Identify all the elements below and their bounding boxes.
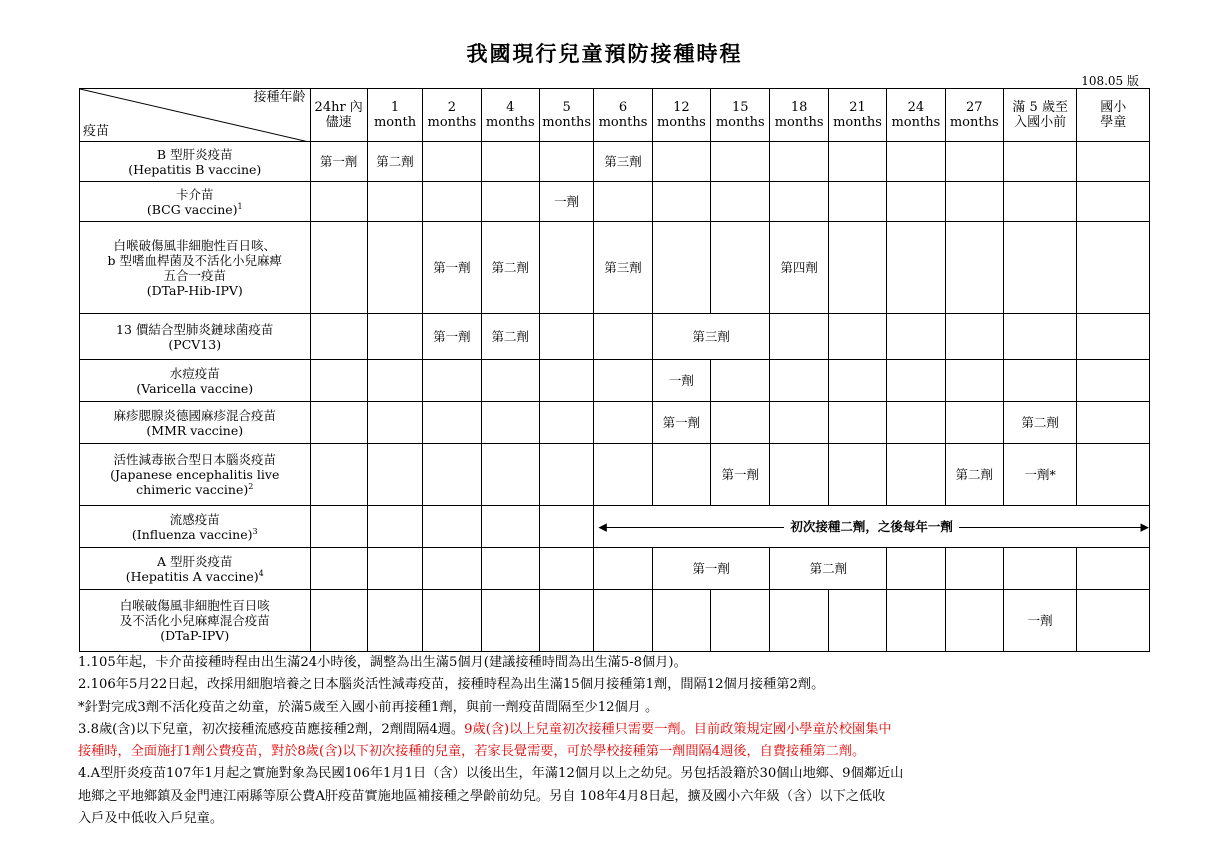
vaccination-schedule-table <box>79 88 1150 652</box>
vaccine-row <box>80 590 1150 652</box>
dose-cell <box>770 590 828 652</box>
age-axis-label: 接種年齡 <box>253 90 306 105</box>
dose-cell <box>310 590 367 652</box>
vaccine-name-line <box>80 162 310 177</box>
age-header-line: months <box>774 115 824 130</box>
footnote-text: *針對完成3劑不活化疫苗之幼童，於滿5歲至入國小前再接種1劑，與前一劑疫苗間隔至少12個月 。 <box>78 699 659 715</box>
footnote-text: 2.106年5月22日起，改採用細胞培養之日本腦炎活性減毒疫苗，接種時程為出生滿15個月接種第1劑，間隔12個月接種第2劑。 <box>78 677 825 693</box>
dose-cell: 第三劑 <box>594 222 652 314</box>
arrow-right-icon: ▶ <box>1140 520 1149 533</box>
dose-cell <box>539 506 593 548</box>
footnotes <box>78 652 1158 830</box>
age-header-line: 4 <box>506 100 515 115</box>
dose-cell <box>652 590 710 652</box>
age-header-line: months <box>715 115 765 130</box>
vaccine-name-text: (Hepatitis B vaccine) <box>128 161 262 177</box>
footnote-line <box>78 808 1158 830</box>
dose-cell <box>887 548 945 590</box>
dose-cell <box>887 222 945 314</box>
vaccine-name-line <box>80 238 310 253</box>
dose-cell: 一劑 <box>652 360 710 402</box>
vaccine-name-line <box>80 598 310 613</box>
dose-cell <box>539 222 593 314</box>
dose-cell <box>1077 182 1150 222</box>
dose-cell <box>1077 444 1150 506</box>
dose-cell <box>945 402 1003 444</box>
dose-cell <box>310 182 367 222</box>
dose-cell <box>828 142 886 182</box>
vaccine-name-text: chimeric vaccine) <box>136 482 249 497</box>
page-title: 我國現行兒童預防接種時程 <box>466 41 743 66</box>
dose-cell <box>423 142 481 182</box>
dose-cell <box>481 402 539 444</box>
age-header <box>711 89 770 142</box>
age-header-line: 18 <box>790 100 808 115</box>
footnote-text: 地鄉之平地鄉鎮及金門連江兩縣等原公費A肝疫苗實施地區補接種之學齡前幼兒。另自 108年4月8日起，擴及國小六年級（含）以下之低收 <box>78 788 886 804</box>
age-header <box>367 89 422 142</box>
dose-cell: 一劑 <box>1003 590 1076 652</box>
dose-cell <box>770 142 828 182</box>
vaccine-name-text: (BCG vaccine) <box>146 201 238 217</box>
dose-cell: 第一劑 <box>711 444 770 506</box>
vaccine-row <box>80 182 1150 222</box>
dose-cell <box>770 182 828 222</box>
footnote-ref: 2 <box>248 481 254 491</box>
dose-cell <box>1003 222 1076 314</box>
dose-cell <box>594 402 652 444</box>
age-header-line: months <box>833 115 882 130</box>
dose-cell <box>539 402 593 444</box>
dose-cell <box>828 314 886 360</box>
influenza-span-cell <box>594 506 1150 548</box>
vaccine-row <box>80 402 1150 444</box>
dose-cell <box>711 182 770 222</box>
vaccine-name-line <box>80 322 310 337</box>
age-header <box>945 89 1003 142</box>
vaccine-name-line <box>80 452 310 467</box>
vaccine-name-text: 五合一疫苗 <box>163 267 226 283</box>
dose-cell <box>711 590 770 652</box>
schedule-body <box>80 142 1150 652</box>
dose-cell <box>310 360 367 402</box>
dose-cell <box>1003 548 1076 590</box>
age-header-line: months <box>949 115 999 130</box>
dose-cell <box>770 314 828 360</box>
dose-cell <box>310 402 367 444</box>
vaccine-name-line <box>80 554 310 569</box>
vaccine-name-line <box>80 147 310 162</box>
age-header <box>770 89 828 142</box>
dose-cell <box>423 590 481 652</box>
dose-cell <box>945 222 1003 314</box>
age-header-line: 12 <box>673 100 690 115</box>
dose-cell <box>652 142 710 182</box>
dose-cell: 第三劑 <box>594 142 652 182</box>
vaccine-name-text: (PCV13) <box>168 336 222 352</box>
footnote-text: 3.8歲(含)以下兒童，初次接種流感疫苗應接種2劑，2劑間隔4週。 <box>78 721 465 737</box>
footnote-line <box>78 786 1158 808</box>
age-header-line: 2 <box>447 100 457 115</box>
dose-cell <box>945 590 1003 652</box>
dose-cell <box>1003 360 1076 402</box>
dose-cell: 第一劑 <box>652 548 770 590</box>
footnote-line <box>78 741 1158 763</box>
dose-cell <box>945 314 1003 360</box>
vaccine-name <box>80 360 311 402</box>
vaccine-row <box>80 548 1150 590</box>
dose-cell <box>652 222 710 314</box>
footnote-highlight-text: 接種時，全面施打1劑公費疫苗，對於8歲(含)以下初次接種的兒童，若家長覺需要，可於學校接種第一劑間隔4週後，自費接種第二劑。 <box>78 744 866 760</box>
dose-cell <box>481 182 539 222</box>
dose-cell: 第四劑 <box>770 222 828 314</box>
age-header-line: months <box>598 115 648 130</box>
vaccine-name-text: (Varicella vaccine) <box>136 380 254 396</box>
dose-cell <box>367 314 422 360</box>
dose-cell <box>481 444 539 506</box>
dose-cell <box>828 360 886 402</box>
dose-cell <box>1003 314 1076 360</box>
vaccine-name-line <box>80 613 310 628</box>
footnote-ref: 3 <box>252 526 258 536</box>
dose-cell <box>367 402 422 444</box>
vaccine-name-line <box>80 268 310 283</box>
age-header-line: months <box>542 115 592 130</box>
vaccine-name-text: (MMR vaccine) <box>146 422 244 438</box>
vaccine-name-line <box>80 467 310 482</box>
age-header-line: month <box>373 115 417 130</box>
vaccine-name-line <box>80 408 310 423</box>
vaccine-name-line <box>80 512 310 527</box>
influenza-schedule-text: 初次接種二劑，之後每年一劑 <box>784 519 959 534</box>
vaccine-name-text: 麻疹腮腺炎德國麻疹混合疫苗 <box>113 407 276 423</box>
dose-cell: 第二劑 <box>945 444 1003 506</box>
dose-cell <box>1003 142 1076 182</box>
version-label: 108.05 版 <box>1081 74 1139 88</box>
age-header-line: months <box>485 115 535 130</box>
dose-cell <box>828 402 886 444</box>
dose-cell <box>945 548 1003 590</box>
vaccine-name <box>80 314 311 360</box>
vaccine-name-text: (Influenza vaccine) <box>131 526 253 542</box>
dose-cell <box>594 548 652 590</box>
dose-cell <box>1077 142 1150 182</box>
dose-cell <box>770 402 828 444</box>
age-header-line: 6 <box>618 100 628 115</box>
age-header-line: months <box>656 115 706 130</box>
dose-cell <box>1003 182 1076 222</box>
age-header-line: months <box>427 115 477 130</box>
dose-cell <box>711 360 770 402</box>
dose-cell <box>770 360 828 402</box>
vaccine-name-text: 白喉破傷風非細胞性百日咳 <box>119 598 270 613</box>
vaccine-name-text: 白喉破傷風非細胞性百日咳、 <box>113 237 276 253</box>
arrow-left-icon: ◀ <box>598 520 607 533</box>
age-header-line: 5 <box>562 100 571 115</box>
vaccine-name <box>80 548 311 590</box>
age-header-line: 國小 <box>1100 100 1127 115</box>
dose-cell <box>367 548 422 590</box>
vaccine-name-line <box>80 253 310 268</box>
vaccine-row <box>80 360 1150 402</box>
vaccine-row <box>80 142 1150 182</box>
dose-cell <box>887 444 945 506</box>
vaccine-name <box>80 444 311 506</box>
corner-header <box>80 89 311 142</box>
vaccine-name-text: 活性減毒嵌合型日本腦炎疫苗 <box>113 452 276 467</box>
vaccine-row <box>80 314 1150 360</box>
dose-cell <box>481 360 539 402</box>
dose-cell: 第二劑 <box>367 142 422 182</box>
footnote-line <box>78 674 1158 696</box>
footnote-text: 1.105年起，卡介苗接種時程由出生滿24小時後，調整為出生滿5個月(建議接種時間為出生滿5-8個月)。 <box>78 655 687 670</box>
vaccine-name-line <box>80 423 310 438</box>
dose-cell <box>310 506 367 548</box>
age-header-line: 儘速 <box>325 115 352 130</box>
dose-cell <box>481 506 539 548</box>
dose-cell <box>594 360 652 402</box>
dose-cell <box>945 142 1003 182</box>
dose-cell <box>423 444 481 506</box>
footnote-line <box>78 697 1158 719</box>
age-header-line: months <box>891 115 941 130</box>
dose-cell: 第二劑 <box>770 548 887 590</box>
dose-cell <box>423 548 481 590</box>
age-header-line: 學童 <box>1100 115 1127 130</box>
footnote-line <box>78 719 1158 741</box>
vaccine-name-text: (Japanese encephalitis live <box>110 467 280 482</box>
dose-cell: 第二劑 <box>481 314 539 360</box>
age-header-line: 24 <box>907 100 925 115</box>
vaccine-name-text: (Hepatitis A vaccine) <box>125 568 259 584</box>
dose-cell <box>310 222 367 314</box>
dose-cell <box>945 182 1003 222</box>
dose-cell <box>423 506 481 548</box>
footnote-highlight-text: 9歲(含)以上兒童初次接種只需要一劑。目前政策規定國小學童於校園集中 <box>464 721 892 737</box>
dose-cell <box>594 182 652 222</box>
dose-cell <box>887 182 945 222</box>
vaccine-row <box>80 222 1150 314</box>
age-header <box>1077 89 1150 142</box>
dose-cell <box>481 142 539 182</box>
vaccine-name-line <box>80 569 310 584</box>
vaccine-name-line <box>80 283 310 298</box>
dose-cell <box>711 142 770 182</box>
vaccine-name-line <box>80 381 310 396</box>
footnote-text: 入戶及中低收入戶兒童。 <box>78 811 224 827</box>
dose-cell <box>594 314 652 360</box>
dose-cell <box>367 506 422 548</box>
dose-cell <box>310 444 367 506</box>
vaccine-name-line <box>80 202 310 217</box>
dose-cell <box>652 182 710 222</box>
dose-cell <box>828 182 886 222</box>
footnote-line <box>78 763 1158 785</box>
age-header <box>887 89 945 142</box>
dose-cell: 一劑 <box>539 182 593 222</box>
vaccine-name <box>80 222 311 314</box>
age-header <box>310 89 367 142</box>
dose-cell <box>367 222 422 314</box>
vaccine-name-line <box>80 337 310 352</box>
vaccine-name <box>80 590 311 652</box>
dose-cell <box>887 314 945 360</box>
vaccine-name-text: b 型嗜血桿菌及不活化小兒麻痺 <box>107 252 282 268</box>
dose-cell <box>887 402 945 444</box>
dose-cell <box>539 548 593 590</box>
dose-cell <box>1077 548 1150 590</box>
vaccine-name-line <box>80 628 310 643</box>
dose-cell <box>310 314 367 360</box>
age-header <box>539 89 593 142</box>
vaccine-name <box>80 506 311 548</box>
vaccine-row <box>80 506 1150 548</box>
vaccine-name-text: (DTaP-Hib-IPV) <box>146 282 243 298</box>
dose-cell <box>828 590 886 652</box>
dose-cell <box>367 590 422 652</box>
dose-cell: 第二劑 <box>1003 402 1076 444</box>
dose-cell <box>945 360 1003 402</box>
age-header <box>828 89 886 142</box>
dose-cell: 第一劑 <box>423 314 481 360</box>
dose-cell <box>539 142 593 182</box>
vaccine-name-text: 及不活化小兒麻痺混合疫苗 <box>119 613 270 628</box>
age-header-line: 滿 5 歲至 <box>1012 100 1068 115</box>
dose-cell <box>481 590 539 652</box>
vaccine-name-text: 卡介苗 <box>175 186 214 202</box>
dose-cell <box>310 548 367 590</box>
dose-cell <box>367 360 422 402</box>
dose-cell <box>1077 360 1150 402</box>
age-header-line: 27 <box>965 100 983 115</box>
footnote-line <box>78 652 1158 674</box>
dose-cell <box>652 444 710 506</box>
dose-cell <box>423 182 481 222</box>
age-header-line: 15 <box>731 100 749 115</box>
dose-cell <box>1077 402 1150 444</box>
dose-cell <box>770 444 828 506</box>
vaccine-name <box>80 182 311 222</box>
age-header-line: 24hr 內 <box>314 100 363 115</box>
footnote-ref: 4 <box>258 568 264 578</box>
vaccine-name <box>80 402 311 444</box>
dose-cell: 第一劑 <box>652 402 710 444</box>
age-header <box>481 89 539 142</box>
dose-cell <box>481 548 539 590</box>
dose-cell <box>539 444 593 506</box>
dose-cell <box>887 590 945 652</box>
vaccine-axis-label: 疫苗 <box>83 124 110 139</box>
dose-cell: 第一劑 <box>423 222 481 314</box>
vaccine-name-line <box>80 366 310 381</box>
header-row <box>80 89 1150 142</box>
dose-cell <box>539 360 593 402</box>
dose-cell <box>828 444 886 506</box>
vaccine-row <box>80 444 1150 506</box>
dose-cell <box>887 360 945 402</box>
vaccine-name-line <box>80 527 310 542</box>
vaccine-name-text: 水痘疫苗 <box>169 365 220 381</box>
age-header <box>1003 89 1076 142</box>
dose-cell <box>594 444 652 506</box>
age-header <box>594 89 652 142</box>
dose-cell <box>423 402 481 444</box>
dose-cell: 第三劑 <box>652 314 770 360</box>
age-header-line: 1 <box>390 100 400 115</box>
dose-cell: 第一劑 <box>310 142 367 182</box>
dose-cell <box>539 314 593 360</box>
age-header-line: 21 <box>849 100 866 115</box>
dose-cell <box>1077 222 1150 314</box>
age-header-line: 入國小前 <box>1014 115 1067 130</box>
dose-cell <box>1077 314 1150 360</box>
vaccine-name-text: A 型肝炎疫苗 <box>156 553 233 569</box>
dose-cell <box>1077 590 1150 652</box>
vaccine-name-line <box>80 482 310 497</box>
footnote-text: 4.A型肝炎疫苗107年1月起之實施對象為民國106年1月1日（含）以後出生，年滿12個月以上之幼兒。另包括設籍於30個山地鄉、9個鄰近山 <box>78 766 904 782</box>
dose-cell <box>539 590 593 652</box>
dose-cell <box>828 222 886 314</box>
dose-cell: 第二劑 <box>481 222 539 314</box>
vaccine-name <box>80 142 311 182</box>
dose-cell: 一劑* <box>1003 444 1076 506</box>
vaccine-name-text: (DTaP-IPV) <box>160 628 230 643</box>
dose-cell <box>423 360 481 402</box>
vaccine-name-text: 流感疫苗 <box>169 511 220 527</box>
dose-cell <box>887 142 945 182</box>
dose-cell <box>711 402 770 444</box>
footnote-ref: 1 <box>237 201 243 211</box>
vaccine-name-text: B 型肝炎疫苗 <box>156 146 233 162</box>
vaccine-name-line <box>80 187 310 202</box>
dose-cell <box>367 182 422 222</box>
dose-cell <box>594 590 652 652</box>
dose-cell <box>367 444 422 506</box>
age-header <box>652 89 710 142</box>
dose-cell <box>711 222 770 314</box>
vaccine-name-text: 13 價結合型肺炎鏈球菌疫苗 <box>116 321 274 337</box>
age-header <box>423 89 481 142</box>
